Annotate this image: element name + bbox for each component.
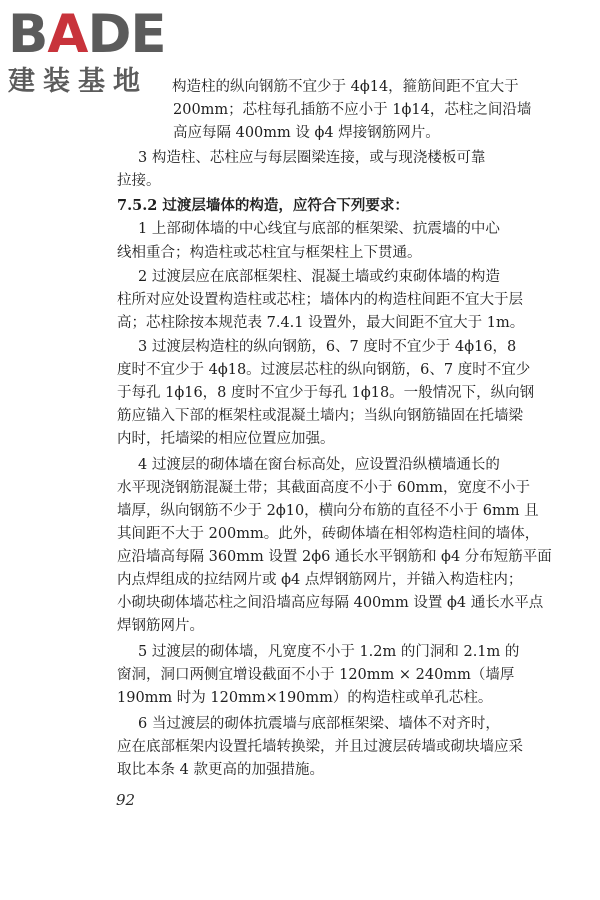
text-line: 内点焊组成的拉结网片或 ϕ4 点焊钢筋网片，并锚入构造柱内； <box>117 572 523 588</box>
text-line: 其间距不大于 200mm。此外，砖砌体墙在相邻构造柱间的墙体， <box>117 526 540 542</box>
logo-letter-b: B <box>8 4 48 65</box>
text-line: 度时不宜少于 4ϕ18。过渡层芯柱的纵向钢筋，6、7 度时不宜少 <box>117 362 531 378</box>
text-line: 水平现浇钢筋混凝土带；其截面高度不小于 60mm，宽度不小于 <box>117 480 531 496</box>
text-line: 于每孔 1ϕ16，8 度时不宜少于每孔 1ϕ18。一般情况下，纵向钢 <box>117 385 535 401</box>
section-heading: 7.5.2 过渡层墙体的构造，应符合下列要求： <box>117 197 409 214</box>
page-number: 92 <box>116 791 136 809</box>
text-line: 构造柱的纵向钢筋不宜少于 4ϕ14，箍筋间距不宜大于 <box>172 79 519 95</box>
text-line: 2 过渡层应在底部框架柱、混凝土墙或约束砌体墙的构造 <box>138 269 500 285</box>
text-line: 6 当过渡层的砌体抗震墙与底部框架梁、墙体不对齐时， <box>138 716 500 732</box>
text-line: 筋应锚入下部的框架柱或混凝土墙内；当纵向钢筋锚固在托墙梁 <box>117 408 523 424</box>
text-line: 高；芯柱除按本规范表 7.4.1 设置外，最大间距不宜大于 1m。 <box>117 315 525 331</box>
text-line: 4 过渡层的砌体墙在窗台标高处，应设置沿纵横墙通长的 <box>138 457 500 473</box>
text-line: 1 上部砌体墙的中心线宜与底部的框架梁、抗震墙的中心 <box>138 221 500 237</box>
text-line: 高应每隔 400mm 设 ϕ4 焊接钢筋网片。 <box>173 125 440 141</box>
text-line: 200mm；芯柱每孔插筋不应小于 1ϕ14，芯柱之间沿墙 <box>173 102 532 118</box>
logo-letters-de: DE <box>87 4 166 65</box>
text-line: 应在底部框架内设置托墙转换梁，并且过渡层砖墙或砌块墙应采 <box>117 739 523 755</box>
text-line: 内时，托墙梁的相应位置应加强。 <box>117 431 335 447</box>
text-line: 应沿墙高每隔 360mm 设置 2ϕ6 通长水平钢筋和 ϕ4 分布短筋平面 <box>117 549 552 565</box>
text-line: 5 过渡层的砌体墙，凡宽度不小于 1.2m 的门洞和 2.1m 的 <box>138 644 520 660</box>
logo-wordmark <box>8 6 166 64</box>
text-line: 柱所对应处设置构造柱或芯柱；墙体内的构造柱间距不宜大于层 <box>117 292 523 308</box>
bade-logo <box>8 6 178 104</box>
text-line: 窗洞，洞口两侧宜增设截面不小于 120mm × 240mm（墙厚 <box>117 667 515 683</box>
logo-chinese-text: 建装基地 <box>8 66 148 97</box>
text-line: 线相重合；构造柱或芯柱宜与框架柱上下贯通。 <box>117 245 422 261</box>
text-line: 焊钢筋网片。 <box>117 618 204 634</box>
text-line: 小砌块砌体墙芯柱之间沿墙高应每隔 400mm 设置 ϕ4 通长水平点 <box>117 595 544 611</box>
text-line: 190mm 时为 120mm×190mm）的构造柱或单孔芯柱。 <box>117 690 493 706</box>
text-line: 3 过渡层构造柱的纵向钢筋，6、7 度时不宜少于 4ϕ16，8 <box>138 339 517 355</box>
text-line: 取比本条 4 款更高的加强措施。 <box>117 762 324 778</box>
text-line: 拉接。 <box>117 173 161 189</box>
logo-letter-a: A <box>47 4 88 65</box>
text-line: 墙厚，纵向钢筋不少于 2ϕ10，横向分布筋的直径不小于 6mm 且 <box>117 503 539 519</box>
text-line: 3 构造柱、芯柱应与每层圈梁连接，或与现浇楼板可靠 <box>138 150 486 166</box>
